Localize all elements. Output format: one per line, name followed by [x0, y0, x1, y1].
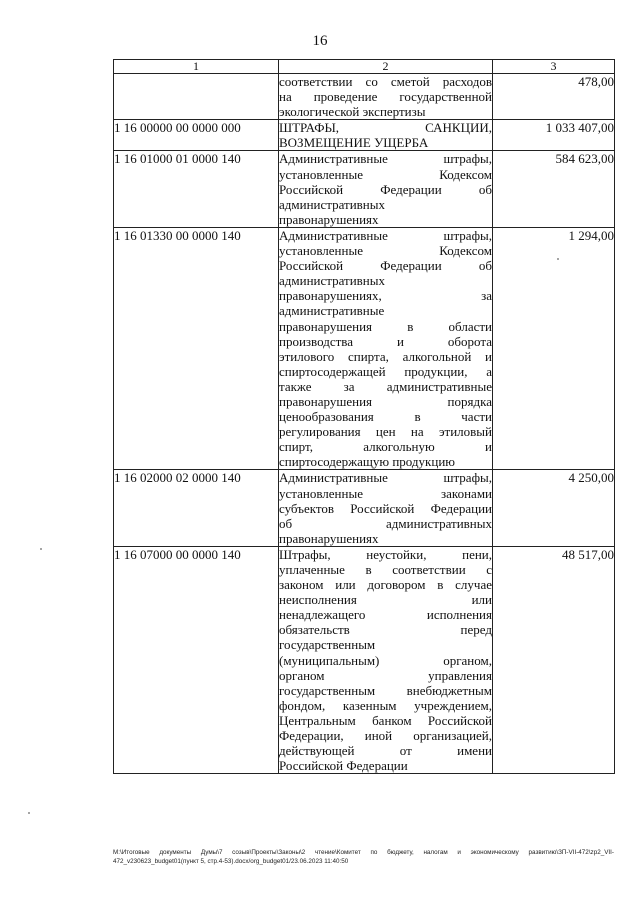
description-line: правонарушениях, за — [279, 288, 492, 304]
column-header-code: 1 — [114, 60, 279, 74]
page-number: 16 — [312, 33, 328, 49]
description-line: спирт, алкогольную и — [279, 439, 492, 455]
scan-speck — [557, 258, 559, 260]
description-line: Российской Федерации об — [279, 181, 492, 197]
budget-amount: 4 250,00 — [493, 470, 615, 546]
budget-code: 1 16 01330 00 0000 140 — [114, 227, 279, 470]
description-line: ценообразования в части — [279, 409, 492, 425]
description-line: Федерации, иной организацией, — [279, 728, 492, 744]
document-path-footer: М:\Итоговые документы Думы\7 созыв\Проекты\Законы\2 чтение\Комитет по бюджету, налогам и экономическому развитию\ЗП-VII-472\zp2_VII-472_v230623_budget01(пункт 5, стр.4-53).docx/org_budget01/23.06.2023 11:40:50 — [113, 849, 614, 865]
description-line: субъектов Российской Федерации — [279, 500, 492, 516]
description-line: производства и оборота — [279, 333, 492, 349]
description-line: Штрафы, неустойки, пени, — [279, 546, 492, 562]
description-line: соответствии со сметой расходов — [279, 74, 492, 89]
scan-speck — [28, 812, 30, 814]
description-line: регулирования цен на этиловый — [279, 424, 492, 440]
budget-code: 1 16 02000 02 0000 140 — [114, 470, 279, 546]
budget-amount: 478,00 — [493, 74, 615, 120]
budget-description — [279, 74, 493, 120]
description-line: административных — [279, 273, 385, 289]
description-line: Центральным банком Российской — [279, 712, 492, 728]
description-line: Российской Федерации об — [279, 258, 492, 274]
description-line: Российской Федерации — [279, 758, 408, 774]
table-row — [114, 151, 615, 227]
description-line: ненадлежащего исполнения — [279, 607, 492, 623]
description-line: также за административные — [279, 378, 492, 394]
table-row — [114, 227, 615, 470]
description-line: административные — [279, 303, 385, 319]
budget-code: 1 16 01000 01 0000 140 — [114, 151, 279, 227]
budget-code: 1 16 07000 00 0000 140 — [114, 546, 279, 773]
budget-description — [279, 546, 493, 773]
description-line: (муниципальным) органом, — [279, 652, 492, 668]
description-line: спиртосодержащую продукцию — [279, 454, 455, 470]
budget-amount: 48 517,00 — [493, 546, 615, 773]
table-row — [114, 120, 615, 151]
budget-amount: 1 294,00 — [493, 227, 615, 470]
column-header-amount: 3 — [493, 60, 615, 74]
budget-amount: 584 623,00 — [493, 151, 615, 227]
table-row — [114, 470, 615, 546]
table-header-row — [114, 60, 615, 74]
description-line: установленные Кодексом — [279, 166, 492, 182]
column-header-description: 2 — [279, 60, 493, 74]
budget-description — [279, 470, 493, 546]
description-line: уплаченные в соответствии с — [279, 562, 492, 577]
budget-table — [113, 59, 615, 774]
description-line: органом управления — [279, 667, 492, 683]
description-line: спиртосодержащей продукции, а — [279, 363, 492, 379]
description-line: установленные законами — [279, 485, 492, 501]
description-line: экологической экспертизы — [279, 104, 426, 120]
scan-speck — [40, 548, 42, 550]
table-row — [114, 546, 615, 773]
description-line: административных — [279, 196, 385, 212]
description-line: ШТРАФЫ, САНКЦИИ, — [279, 120, 492, 136]
description-line: законом или договором в случае — [279, 577, 492, 593]
description-line: об административных — [279, 515, 492, 531]
table-row — [114, 74, 615, 120]
budget-code: 1 16 00000 00 0000 000 — [114, 120, 279, 151]
budget-description — [279, 151, 493, 227]
description-line: Административные штрафы, — [279, 470, 492, 486]
description-line: ВОЗМЕЩЕНИЕ УЩЕРБА — [279, 135, 429, 151]
budget-description — [279, 227, 493, 470]
description-line: действующей от имени — [279, 743, 492, 759]
description-line: установленные Кодексом — [279, 243, 492, 259]
budget-amount: 1 033 407,00 — [493, 120, 615, 151]
description-line: правонарушениях — [279, 530, 379, 546]
budget-code — [114, 74, 279, 120]
description-line: этилового спирта, алкогольной и — [279, 348, 492, 364]
description-line: Административные штрафы, — [279, 151, 492, 167]
description-line: правонарушения порядка — [279, 393, 492, 409]
description-line: правонарушения в области — [279, 318, 492, 334]
description-line: государственным внебюджетным — [279, 682, 492, 698]
description-line: неисполнения или — [279, 592, 492, 608]
description-line: правонарушениях — [279, 211, 379, 227]
description-line: государственным — [279, 637, 376, 653]
budget-description — [279, 120, 493, 151]
description-line: Административные штрафы, — [279, 227, 492, 243]
description-line: обязательств перед — [279, 622, 492, 638]
description-line: фондом, казенным учреждением, — [279, 697, 492, 713]
description-line: на проведение государственной — [279, 89, 492, 105]
